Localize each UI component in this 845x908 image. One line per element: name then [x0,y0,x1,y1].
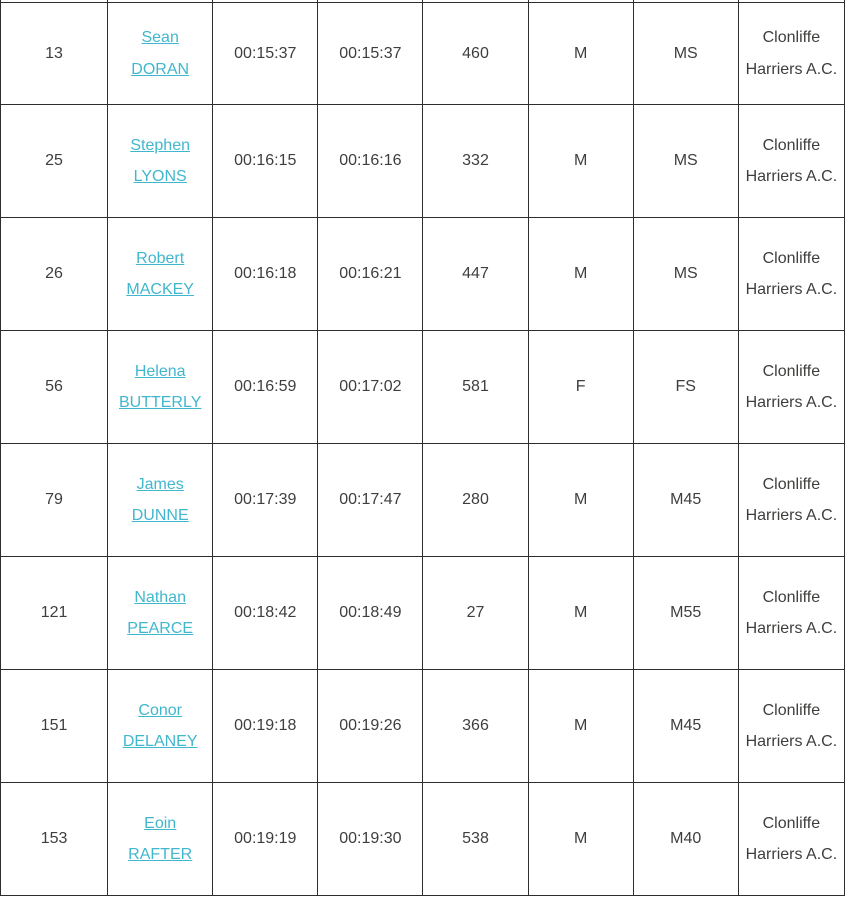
gun-time-cell: 00:19:18 [213,670,318,783]
category-cell: MS [633,3,738,105]
position-cell: 151 [1,670,108,783]
club-cell: Clonliffe Harriers A.C. [738,331,844,444]
gun-time-cell: 00:19:19 [213,783,318,896]
table-row [1,670,845,783]
category-cell: FS [633,331,738,444]
gun-time-cell: 00:17:39 [213,444,318,557]
gender-cell: M [528,218,633,331]
position-cell: 79 [1,444,108,557]
name-cell [108,3,213,105]
athlete-last-name: MACKEY [126,281,194,298]
chip-time-cell: 00:15:37 [318,3,423,105]
position-cell: 25 [1,105,108,218]
club-cell: Clonliffe Harriers A.C. [738,105,844,218]
gender-cell: M [528,783,633,896]
athlete-link[interactable] [114,356,206,418]
athlete-last-name: PEARCE [127,620,194,637]
position-cell: 153 [1,783,108,896]
athlete-first-name: Stephen [130,136,190,154]
name-cell [108,444,213,557]
table-row [1,331,845,444]
position-cell: 56 [1,331,108,444]
name-cell [108,557,213,670]
position-cell: 13 [1,3,108,105]
chip-time-cell: 00:19:30 [318,783,423,896]
gender-cell: M [528,3,633,105]
athlete-first-name: Nathan [134,588,186,606]
category-cell: MS [633,218,738,331]
gender-cell: M [528,105,633,218]
chip-time-cell: 00:16:21 [318,218,423,331]
chip-time-cell: 00:17:02 [318,331,423,444]
bib-number-cell: 538 [423,783,528,896]
gun-time-cell: 00:15:37 [213,3,318,105]
bib-number-cell: 280 [423,444,528,557]
table-row [1,557,845,670]
gender-cell: M [528,557,633,670]
gender-cell: M [528,670,633,783]
athlete-first-name: Sean [141,29,179,47]
athlete-link[interactable] [114,582,206,644]
table-row [1,105,845,218]
table-row [1,783,845,896]
chip-time-cell: 00:17:47 [318,444,423,557]
name-cell [108,331,213,444]
bib-number-cell: 581 [423,331,528,444]
bib-number-cell: 460 [423,3,528,105]
gender-cell: F [528,331,633,444]
gun-time-cell: 00:16:18 [213,218,318,331]
chip-time-cell: 00:19:26 [318,670,423,783]
club-cell: Clonliffe Harriers A.C. [738,557,844,670]
athlete-link[interactable] [114,808,206,870]
name-cell [108,218,213,331]
club-cell: Clonliffe Harriers A.C. [738,783,844,896]
category-cell: M45 [633,444,738,557]
category-cell: M45 [633,670,738,783]
athlete-last-name: LYONS [133,168,187,185]
athlete-first-name: Helena [134,362,186,380]
athlete-last-name: DELANEY [122,733,198,750]
category-cell: M55 [633,557,738,670]
athlete-last-name: DORAN [131,60,190,78]
table-row [1,3,845,105]
bib-number-cell: 366 [423,670,528,783]
athlete-last-name: DUNNE [131,507,189,524]
chip-time-cell: 00:18:49 [318,557,423,670]
name-cell [108,783,213,896]
athlete-first-name: James [136,475,184,493]
club-cell: Clonliffe Harriers A.C. [738,444,844,557]
club-cell: Clonliffe Harriers A.C. [738,218,844,331]
athlete-first-name: Conor [138,701,182,719]
gender-cell: M [528,444,633,557]
gun-time-cell: 00:16:59 [213,331,318,444]
position-cell: 121 [1,557,108,670]
athlete-link[interactable] [114,130,206,192]
athlete-link[interactable] [114,695,206,757]
table-row [1,218,845,331]
athlete-last-name: RAFTER [128,846,193,863]
chip-time-cell: 00:16:16 [318,105,423,218]
results-body [1,0,845,896]
gun-time-cell: 00:18:42 [213,557,318,670]
position-cell: 26 [1,218,108,331]
club-cell: Clonliffe Harriers A.C. [738,670,844,783]
bib-number-cell: 332 [423,105,528,218]
gun-time-cell: 00:16:15 [213,105,318,218]
athlete-first-name: Robert [136,249,185,267]
table-row [1,444,845,557]
athlete-link[interactable] [114,243,206,305]
athlete-last-name: BUTTERLY [118,394,202,411]
name-cell [108,105,213,218]
athlete-link[interactable] [114,469,206,531]
category-cell: M40 [633,783,738,896]
bib-number-cell: 447 [423,218,528,331]
athlete-first-name: Eoin [144,814,177,832]
category-cell: MS [633,105,738,218]
name-cell [108,670,213,783]
bib-number-cell: 27 [423,557,528,670]
club-cell: Clonliffe Harriers A.C. [738,3,844,105]
athlete-link[interactable] [114,22,206,84]
